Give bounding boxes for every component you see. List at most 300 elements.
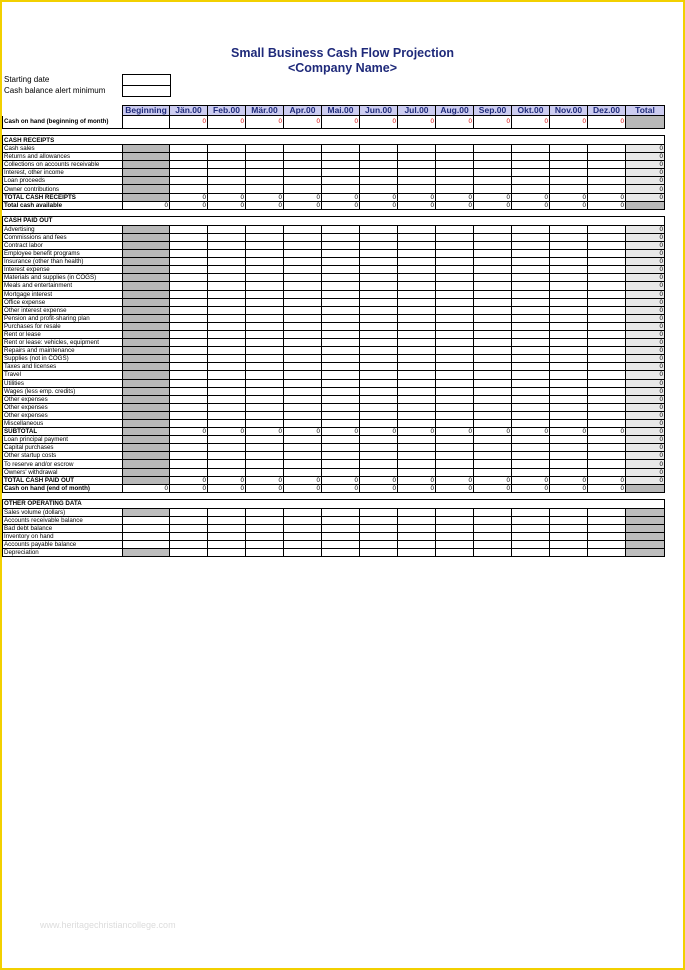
input-cell[interactable]	[246, 169, 284, 177]
input-cell[interactable]	[474, 371, 512, 379]
input-cell[interactable]	[170, 322, 208, 330]
input-cell[interactable]	[398, 411, 436, 419]
input-cell[interactable]	[436, 314, 474, 322]
input-cell[interactable]	[360, 452, 398, 460]
input-cell[interactable]	[474, 444, 512, 452]
input-cell[interactable]	[208, 508, 246, 516]
input-cell[interactable]	[246, 241, 284, 249]
input-cell[interactable]	[550, 145, 588, 153]
input-cell[interactable]	[322, 177, 360, 185]
input-cell[interactable]	[322, 241, 360, 249]
input-cell[interactable]	[208, 468, 246, 476]
input-cell[interactable]	[436, 420, 474, 428]
input-cell[interactable]	[322, 314, 360, 322]
input-cell[interactable]	[512, 282, 550, 290]
input-cell[interactable]	[436, 516, 474, 524]
input-cell[interactable]	[208, 161, 246, 169]
input-cell[interactable]	[398, 387, 436, 395]
input-cell[interactable]	[398, 420, 436, 428]
input-cell[interactable]	[360, 403, 398, 411]
input-cell[interactable]	[322, 282, 360, 290]
input-cell[interactable]	[474, 145, 512, 153]
input-cell[interactable]	[284, 411, 322, 419]
input-cell[interactable]	[322, 379, 360, 387]
input-cell[interactable]	[246, 468, 284, 476]
input-cell[interactable]	[322, 541, 360, 549]
input-cell[interactable]	[360, 153, 398, 161]
input-cell[interactable]	[322, 145, 360, 153]
input-cell[interactable]	[284, 436, 322, 444]
input-cell[interactable]	[360, 436, 398, 444]
input-cell[interactable]	[398, 233, 436, 241]
input-cell[interactable]	[550, 258, 588, 266]
input-cell[interactable]	[170, 339, 208, 347]
input-cell[interactable]	[322, 387, 360, 395]
input-cell[interactable]	[170, 533, 208, 541]
input-cell[interactable]	[512, 460, 550, 468]
input-cell[interactable]	[208, 314, 246, 322]
input-cell[interactable]	[284, 177, 322, 185]
input-cell[interactable]	[588, 436, 626, 444]
input-cell[interactable]	[398, 322, 436, 330]
input-cell[interactable]	[398, 371, 436, 379]
input-cell[interactable]	[246, 314, 284, 322]
input-cell[interactable]	[360, 185, 398, 193]
input-cell[interactable]	[550, 541, 588, 549]
input-cell[interactable]	[398, 379, 436, 387]
input-cell[interactable]	[474, 355, 512, 363]
input-cell[interactable]	[284, 145, 322, 153]
input-cell[interactable]	[588, 306, 626, 314]
input-cell[interactable]	[474, 250, 512, 258]
input-cell[interactable]	[588, 266, 626, 274]
input-cell[interactable]	[170, 525, 208, 533]
input-cell[interactable]	[322, 436, 360, 444]
input-cell[interactable]	[550, 282, 588, 290]
input-cell[interactable]	[474, 233, 512, 241]
input-cell[interactable]	[550, 355, 588, 363]
input-cell[interactable]	[588, 282, 626, 290]
input-cell[interactable]	[208, 233, 246, 241]
input-cell[interactable]	[512, 411, 550, 419]
input-cell[interactable]	[474, 153, 512, 161]
input-cell[interactable]	[246, 145, 284, 153]
input-cell[interactable]	[588, 516, 626, 524]
input-cell[interactable]	[208, 516, 246, 524]
input-cell[interactable]	[398, 395, 436, 403]
input-cell[interactable]	[170, 387, 208, 395]
input-cell[interactable]	[588, 379, 626, 387]
input-cell[interactable]	[550, 533, 588, 541]
input-cell[interactable]	[208, 225, 246, 233]
input-cell[interactable]	[588, 290, 626, 298]
input-cell[interactable]	[170, 169, 208, 177]
input-cell[interactable]	[246, 452, 284, 460]
input-cell[interactable]	[246, 177, 284, 185]
input-cell[interactable]	[284, 347, 322, 355]
input-cell[interactable]	[208, 460, 246, 468]
input-cell[interactable]	[436, 298, 474, 306]
input-cell[interactable]	[398, 185, 436, 193]
input-cell[interactable]	[474, 525, 512, 533]
input-cell[interactable]	[360, 161, 398, 169]
input-cell[interactable]	[208, 411, 246, 419]
input-cell[interactable]	[284, 516, 322, 524]
input-cell[interactable]	[512, 290, 550, 298]
input-cell[interactable]	[284, 525, 322, 533]
input-cell[interactable]	[550, 274, 588, 282]
input-cell[interactable]	[588, 468, 626, 476]
input-cell[interactable]	[360, 339, 398, 347]
input-cell[interactable]	[436, 508, 474, 516]
input-cell[interactable]	[208, 290, 246, 298]
input-cell[interactable]	[170, 379, 208, 387]
input-cell[interactable]	[550, 161, 588, 169]
input-cell[interactable]	[284, 306, 322, 314]
input-cell[interactable]	[398, 282, 436, 290]
input-cell[interactable]	[588, 185, 626, 193]
input-cell[interactable]	[550, 290, 588, 298]
input-cell[interactable]	[284, 185, 322, 193]
input-cell[interactable]	[588, 241, 626, 249]
input-cell[interactable]	[474, 298, 512, 306]
input-cell[interactable]	[512, 161, 550, 169]
input-cell[interactable]	[512, 306, 550, 314]
input-cell[interactable]	[208, 282, 246, 290]
input-cell[interactable]	[550, 153, 588, 161]
input-cell[interactable]	[398, 452, 436, 460]
input-cell[interactable]	[360, 371, 398, 379]
input-cell[interactable]	[474, 452, 512, 460]
input-cell[interactable]	[284, 395, 322, 403]
input-cell[interactable]	[208, 330, 246, 338]
input-cell[interactable]	[246, 363, 284, 371]
input-cell[interactable]	[322, 225, 360, 233]
input-cell[interactable]	[398, 363, 436, 371]
input-cell[interactable]	[398, 339, 436, 347]
input-cell[interactable]	[550, 436, 588, 444]
input-cell[interactable]	[588, 452, 626, 460]
input-cell[interactable]	[474, 282, 512, 290]
input-cell[interactable]	[512, 379, 550, 387]
input-cell[interactable]	[398, 258, 436, 266]
input-cell[interactable]	[208, 250, 246, 258]
input-cell[interactable]	[170, 347, 208, 355]
input-cell[interactable]	[398, 266, 436, 274]
input-cell[interactable]	[322, 468, 360, 476]
input-cell[interactable]	[322, 508, 360, 516]
input-cell[interactable]	[360, 411, 398, 419]
input-cell[interactable]	[398, 314, 436, 322]
input-cell[interactable]	[436, 185, 474, 193]
input-cell[interactable]	[246, 516, 284, 524]
input-cell[interactable]	[588, 525, 626, 533]
input-cell[interactable]	[284, 169, 322, 177]
input-cell[interactable]	[360, 290, 398, 298]
input-cell[interactable]	[398, 468, 436, 476]
input-cell[interactable]	[588, 161, 626, 169]
input-cell[interactable]	[322, 266, 360, 274]
input-cell[interactable]	[284, 363, 322, 371]
input-cell[interactable]	[170, 177, 208, 185]
input-cell[interactable]	[550, 403, 588, 411]
input-cell[interactable]	[284, 161, 322, 169]
input-cell[interactable]	[550, 306, 588, 314]
input-cell[interactable]	[284, 549, 322, 557]
input-cell[interactable]	[246, 233, 284, 241]
input-cell[interactable]	[398, 330, 436, 338]
input-cell[interactable]	[360, 444, 398, 452]
input-cell[interactable]	[512, 420, 550, 428]
input-cell[interactable]	[550, 233, 588, 241]
input-cell[interactable]	[208, 549, 246, 557]
input-cell[interactable]	[474, 225, 512, 233]
input-cell[interactable]	[284, 541, 322, 549]
input-cell[interactable]	[512, 363, 550, 371]
input-cell[interactable]	[322, 363, 360, 371]
alert-minimum-field[interactable]	[122, 85, 171, 97]
input-cell[interactable]	[246, 258, 284, 266]
input-cell[interactable]	[398, 225, 436, 233]
input-cell[interactable]	[512, 314, 550, 322]
input-cell[interactable]	[398, 541, 436, 549]
input-cell[interactable]	[322, 395, 360, 403]
input-cell[interactable]	[208, 339, 246, 347]
input-cell[interactable]	[588, 420, 626, 428]
input-cell[interactable]	[588, 549, 626, 557]
input-cell[interactable]	[436, 233, 474, 241]
input-cell[interactable]	[474, 330, 512, 338]
input-cell[interactable]	[360, 525, 398, 533]
input-cell[interactable]	[322, 250, 360, 258]
input-cell[interactable]	[360, 395, 398, 403]
input-cell[interactable]	[246, 541, 284, 549]
input-cell[interactable]	[208, 266, 246, 274]
input-cell[interactable]	[436, 347, 474, 355]
input-cell[interactable]	[474, 274, 512, 282]
input-cell[interactable]	[208, 241, 246, 249]
input-cell[interactable]	[322, 169, 360, 177]
input-cell[interactable]	[360, 549, 398, 557]
input-cell[interactable]	[322, 516, 360, 524]
input-cell[interactable]	[170, 153, 208, 161]
input-cell[interactable]	[284, 379, 322, 387]
input-cell[interactable]	[550, 241, 588, 249]
input-cell[interactable]	[246, 379, 284, 387]
input-cell[interactable]	[436, 355, 474, 363]
input-cell[interactable]	[398, 444, 436, 452]
input-cell[interactable]	[436, 452, 474, 460]
input-cell[interactable]	[322, 403, 360, 411]
input-cell[interactable]	[398, 436, 436, 444]
input-cell[interactable]	[588, 371, 626, 379]
input-cell[interactable]	[170, 185, 208, 193]
input-cell[interactable]	[588, 508, 626, 516]
input-cell[interactable]	[284, 274, 322, 282]
input-cell[interactable]	[436, 379, 474, 387]
input-cell[interactable]	[512, 387, 550, 395]
input-cell[interactable]	[246, 161, 284, 169]
input-cell[interactable]	[246, 290, 284, 298]
input-cell[interactable]	[474, 516, 512, 524]
input-cell[interactable]	[284, 250, 322, 258]
input-cell[interactable]	[246, 225, 284, 233]
input-cell[interactable]	[474, 395, 512, 403]
input-cell[interactable]	[512, 233, 550, 241]
input-cell[interactable]	[436, 371, 474, 379]
input-cell[interactable]	[284, 355, 322, 363]
input-cell[interactable]	[170, 241, 208, 249]
input-cell[interactable]	[436, 153, 474, 161]
input-cell[interactable]	[360, 258, 398, 266]
input-cell[interactable]	[474, 306, 512, 314]
input-cell[interactable]	[246, 282, 284, 290]
input-cell[interactable]	[246, 185, 284, 193]
input-cell[interactable]	[436, 274, 474, 282]
input-cell[interactable]	[170, 330, 208, 338]
input-cell[interactable]	[474, 322, 512, 330]
input-cell[interactable]	[284, 403, 322, 411]
input-cell[interactable]	[474, 533, 512, 541]
input-cell[interactable]	[398, 161, 436, 169]
input-cell[interactable]	[360, 282, 398, 290]
input-cell[interactable]	[360, 169, 398, 177]
input-cell[interactable]	[246, 322, 284, 330]
input-cell[interactable]	[398, 533, 436, 541]
input-cell[interactable]	[550, 452, 588, 460]
input-cell[interactable]	[246, 339, 284, 347]
input-cell[interactable]	[512, 508, 550, 516]
input-cell[interactable]	[208, 541, 246, 549]
input-cell[interactable]	[474, 387, 512, 395]
input-cell[interactable]	[170, 363, 208, 371]
input-cell[interactable]	[474, 508, 512, 516]
input-cell[interactable]	[398, 549, 436, 557]
input-cell[interactable]	[246, 330, 284, 338]
input-cell[interactable]	[208, 169, 246, 177]
input-cell[interactable]	[246, 436, 284, 444]
input-cell[interactable]	[474, 258, 512, 266]
input-cell[interactable]	[512, 241, 550, 249]
input-cell[interactable]	[170, 468, 208, 476]
input-cell[interactable]	[170, 298, 208, 306]
input-cell[interactable]	[360, 533, 398, 541]
input-cell[interactable]	[550, 169, 588, 177]
input-cell[interactable]	[474, 177, 512, 185]
input-cell[interactable]	[322, 371, 360, 379]
input-cell[interactable]	[588, 339, 626, 347]
input-cell[interactable]	[588, 250, 626, 258]
input-cell[interactable]	[284, 460, 322, 468]
input-cell[interactable]	[284, 322, 322, 330]
input-cell[interactable]	[436, 339, 474, 347]
input-cell[interactable]	[474, 403, 512, 411]
input-cell[interactable]	[322, 185, 360, 193]
input-cell[interactable]	[474, 411, 512, 419]
input-cell[interactable]	[436, 444, 474, 452]
input-cell[interactable]	[208, 322, 246, 330]
input-cell[interactable]	[550, 347, 588, 355]
input-cell[interactable]	[550, 525, 588, 533]
input-cell[interactable]	[360, 177, 398, 185]
input-cell[interactable]	[284, 233, 322, 241]
input-cell[interactable]	[398, 516, 436, 524]
input-cell[interactable]	[398, 250, 436, 258]
input-cell[interactable]	[322, 306, 360, 314]
input-cell[interactable]	[588, 258, 626, 266]
input-cell[interactable]	[550, 387, 588, 395]
input-cell[interactable]	[436, 411, 474, 419]
input-cell[interactable]	[170, 541, 208, 549]
input-cell[interactable]	[588, 314, 626, 322]
input-cell[interactable]	[170, 290, 208, 298]
input-cell[interactable]	[512, 177, 550, 185]
input-cell[interactable]	[246, 250, 284, 258]
input-cell[interactable]	[588, 322, 626, 330]
input-cell[interactable]	[360, 508, 398, 516]
input-cell[interactable]	[322, 533, 360, 541]
input-cell[interactable]	[284, 371, 322, 379]
input-cell[interactable]	[170, 395, 208, 403]
input-cell[interactable]	[436, 177, 474, 185]
input-cell[interactable]	[588, 347, 626, 355]
input-cell[interactable]	[360, 420, 398, 428]
input-cell[interactable]	[512, 533, 550, 541]
input-cell[interactable]	[474, 339, 512, 347]
input-cell[interactable]	[246, 525, 284, 533]
input-cell[interactable]	[360, 233, 398, 241]
input-cell[interactable]	[436, 161, 474, 169]
input-cell[interactable]	[170, 420, 208, 428]
input-cell[interactable]	[170, 161, 208, 169]
input-cell[interactable]	[208, 177, 246, 185]
input-cell[interactable]	[246, 403, 284, 411]
input-cell[interactable]	[474, 185, 512, 193]
input-cell[interactable]	[170, 460, 208, 468]
input-cell[interactable]	[588, 145, 626, 153]
input-cell[interactable]	[360, 363, 398, 371]
input-cell[interactable]	[284, 258, 322, 266]
input-cell[interactable]	[512, 153, 550, 161]
input-cell[interactable]	[436, 322, 474, 330]
input-cell[interactable]	[474, 460, 512, 468]
input-cell[interactable]	[208, 525, 246, 533]
input-cell[interactable]	[284, 452, 322, 460]
input-cell[interactable]	[436, 525, 474, 533]
input-cell[interactable]	[170, 274, 208, 282]
input-cell[interactable]	[512, 549, 550, 557]
input-cell[interactable]	[208, 371, 246, 379]
input-cell[interactable]	[322, 452, 360, 460]
input-cell[interactable]	[474, 468, 512, 476]
input-cell[interactable]	[208, 347, 246, 355]
input-cell[interactable]	[512, 339, 550, 347]
input-cell[interactable]	[398, 525, 436, 533]
input-cell[interactable]	[322, 330, 360, 338]
input-cell[interactable]	[436, 290, 474, 298]
input-cell[interactable]	[322, 322, 360, 330]
input-cell[interactable]	[208, 355, 246, 363]
input-cell[interactable]	[588, 233, 626, 241]
input-cell[interactable]	[436, 145, 474, 153]
input-cell[interactable]	[474, 420, 512, 428]
input-cell[interactable]	[360, 330, 398, 338]
input-cell[interactable]	[246, 420, 284, 428]
input-cell[interactable]	[436, 241, 474, 249]
input-cell[interactable]	[284, 290, 322, 298]
input-cell[interactable]	[284, 420, 322, 428]
input-cell[interactable]	[550, 330, 588, 338]
